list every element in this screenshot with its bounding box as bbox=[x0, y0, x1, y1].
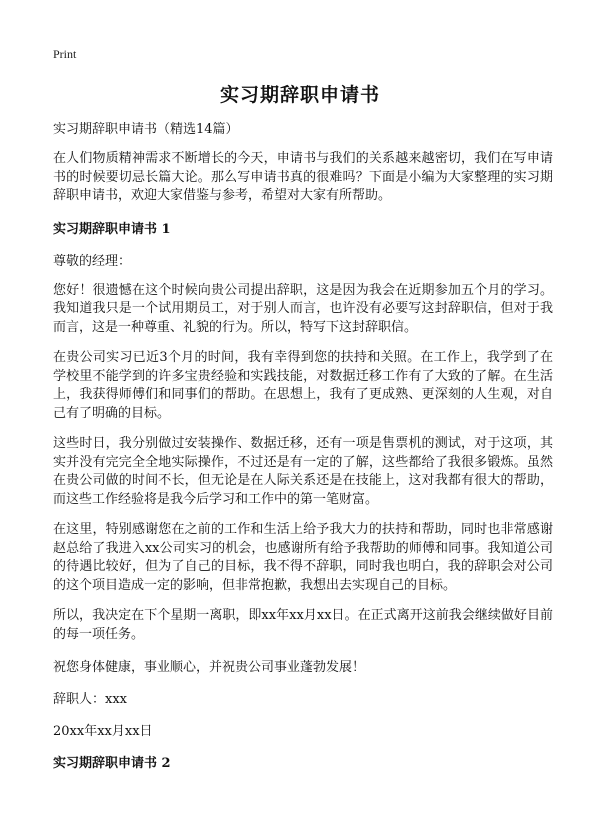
date: 20xx年xx月xx日 bbox=[53, 724, 153, 739]
print-link[interactable]: Print bbox=[53, 47, 77, 61]
body-paragraph: 在这里，特别感谢您在之前的工作和生活上给予我大力的扶持和帮助，同时也非常感谢赵总给了我进入xx公司实习的机会，也感谢所有给予我帮助的师傅和同事。我知道公司的待遇比较好，但为了自己的目标，我不得不辞职，同时我也明白，我的辞职会对公司的这个项目造成一定的影响，但非常抱歉，我想出去实现自己的目标。 bbox=[53, 522, 553, 593]
section-heading: 实习期辞职申请书 2 bbox=[53, 756, 171, 771]
document-body bbox=[53, 118, 553, 784]
salutation: 尊敬的经理： bbox=[53, 253, 132, 269]
document-title: 实习期辞职申请书 bbox=[219, 84, 380, 106]
section-heading: 实习期辞职申请书 1 bbox=[53, 221, 171, 237]
document-subtitle: 实习期辞职申请书（精选14篇） bbox=[53, 122, 239, 137]
intro-paragraph: 在人们物质精神需求不断增长的今天，申请书与我们的关系越来越密切，我们在写申请书的时候要切忌长篇大论。那么写申请书真的很难吗？下面是小编为大家整理的实习期辞职申请书，欢迎大家借鉴与参考，希望对大家有所帮助。 bbox=[53, 151, 553, 203]
closing-wishes: 祝您身体健康，事业顺心，并祝贵公司事业蓬勃发展！ bbox=[53, 660, 366, 675]
body-paragraph: 在贵公司实习已近3个月的时间，我有幸得到您的扶持和关照。在工作上，我学到了在学校里不能学到的许多宝贵经验和实践技能，对数据迁移工作有了大致的了解。在生活上，我获得师傅们和同事们的帮助。在思想上，我有了更成熟、更深刻的人生观，对自己有了明确的目标。 bbox=[53, 350, 553, 421]
body-paragraph: 您好！很遗憾在这个时候向贵公司提出辞职，这是因为我会在近期参加五个月的学习。我知道我只是一个试用期员工，对于别人而言，也许没有必要写这封辞职信，但对于我而言，这是一种尊重、礼貌的行为。所以，特写下这封辞职信。 bbox=[53, 282, 553, 335]
body-paragraph: 所以，我决定在下个星期一离职，即xx年xx月xx日。在正式离开这前我会继续做好目前的每一项任务。 bbox=[53, 608, 553, 642]
body-paragraph: 这些时日，我分别做过安装操作、数据迁移，还有一项是售票机的测试，对于这项，其实并没有完完全全地实际操作，不过还是有一定的了解，这些都给了我很多锻炼。虽然在贵公司做的时间不长，但无论是在人际关系还是在技能上，这对我都有很大的帮助，而这些工作经验将是我今后学习和工作中的第一笔财富。 bbox=[53, 436, 553, 507]
signer: 辞职人：xxx bbox=[53, 692, 127, 707]
